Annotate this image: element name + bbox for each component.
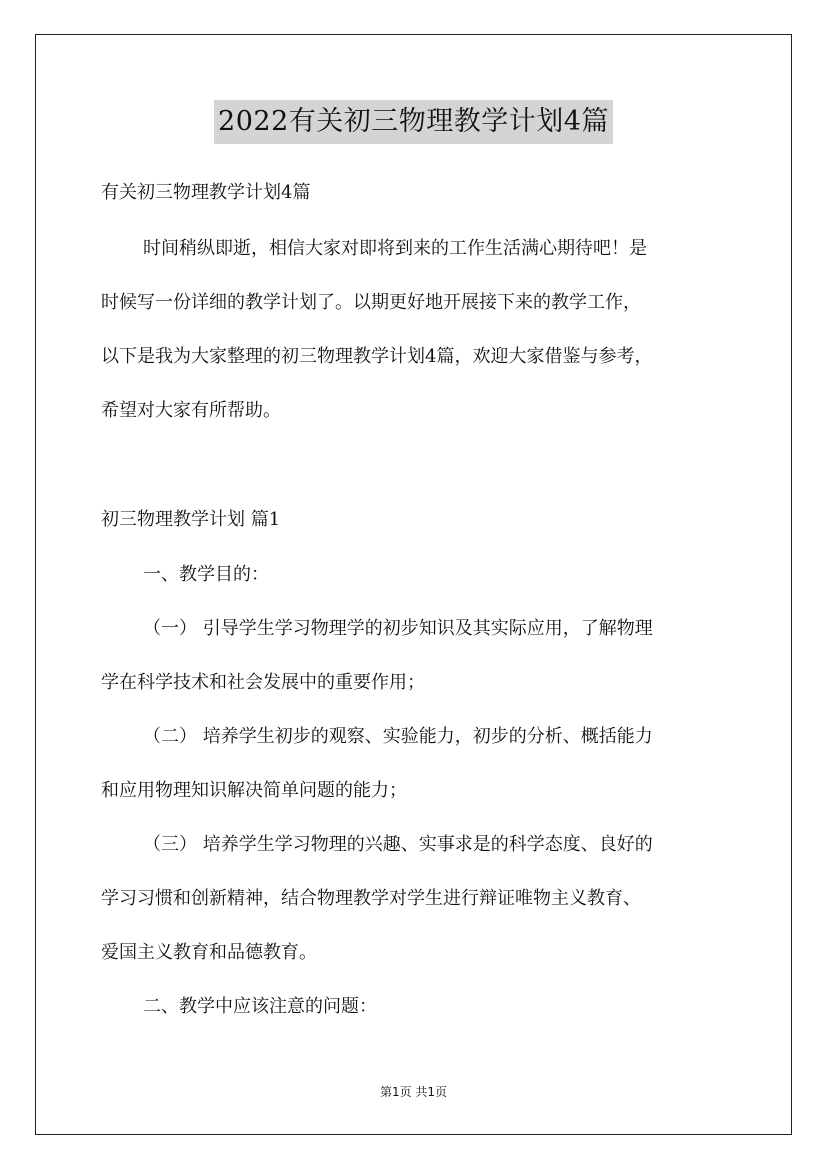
- page-footer: 第1页 共1页: [379, 1085, 448, 1099]
- heading-teaching-notes: 二、教学中应该注意的问题：: [143, 996, 377, 1017]
- item-1-line-2: 学在科学技术和社会发展中的重要作用；: [101, 672, 425, 693]
- intro-line-4: 希望对大家有所帮助。: [101, 400, 281, 421]
- intro-line-2: 时候写一份详细的教学计划了。以期更好地开展接下来的教学工作，: [101, 292, 641, 313]
- item-2-line-2: 和应用物理知识解决简单问题的能力；: [101, 780, 407, 801]
- title-container: [0, 100, 827, 144]
- item-3-line-3: 爱国主义教育和品德教育。: [101, 942, 317, 963]
- heading-teaching-goals: 一、教学目的：: [143, 564, 269, 585]
- item-3-line-1: （三） 培养学生学习物理的兴趣、实事求是的科学态度、良好的: [143, 834, 653, 855]
- document-title: 2022有关初三物理教学计划4篇: [214, 100, 613, 144]
- intro-line-3: 以下是我为大家整理的初三物理教学计划4篇，欢迎大家借鉴与参考，: [101, 346, 653, 367]
- item-1-line-1: （一） 引导学生学习物理学的初步知识及其实际应用，了解物理: [143, 618, 653, 639]
- intro-line-1: 时间稍纵即逝，相信大家对即将到来的工作生活满心期待吧！是: [143, 238, 647, 259]
- item-2-line-1: （二） 培养学生初步的观察、实验能力，初步的分析、概括能力: [143, 726, 653, 747]
- item-3-line-2: 学习习惯和创新精神，结合物理教学对学生进行辩证唯物主义教育、: [101, 888, 641, 909]
- section-heading: 初三物理教学计划 篇1: [101, 509, 281, 530]
- document-subtitle: 有关初三物理教学计划4篇: [101, 182, 311, 203]
